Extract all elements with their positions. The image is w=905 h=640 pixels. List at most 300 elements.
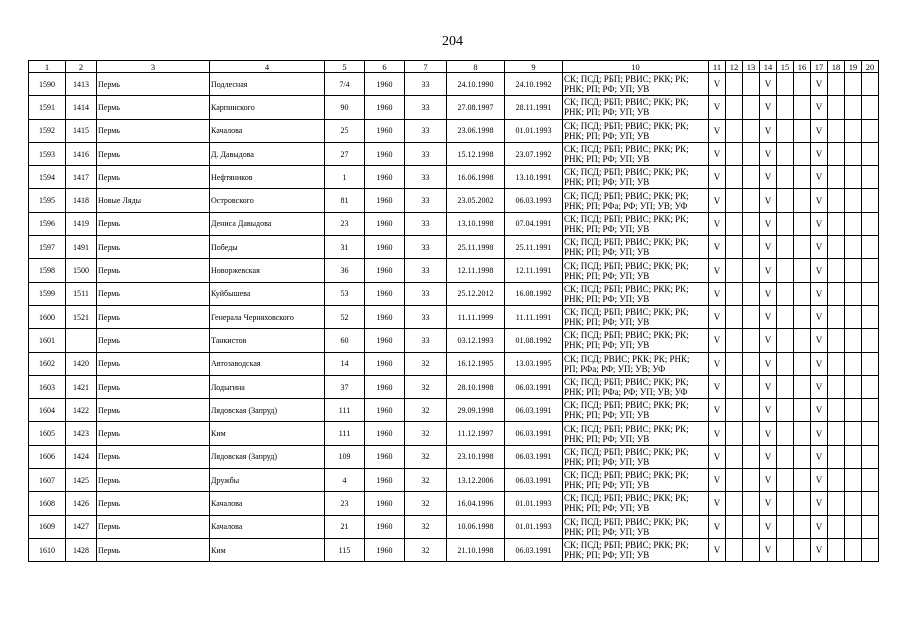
codes-line: СК; ПСД; РБП; РВИС; РКК; РК; [564, 423, 689, 434]
code-cell: 32 [405, 445, 447, 468]
date-start-cell: 10.06.1998 [447, 515, 505, 538]
row-number-cell: 1595 [29, 189, 66, 212]
mark-cell [777, 329, 794, 352]
mark-cell [777, 73, 794, 96]
mark-cell [726, 282, 743, 305]
mark-cell [845, 96, 862, 119]
mark-cell [726, 189, 743, 212]
code-cell: 32 [405, 352, 447, 375]
mark-cell [845, 399, 862, 422]
record-id-cell: 1415 [66, 119, 97, 142]
codes-cell [563, 212, 709, 235]
codes-cell [563, 469, 709, 492]
mark-cell [777, 305, 794, 328]
city-cell: Пермь [97, 282, 210, 305]
mark-cell [743, 538, 760, 561]
city-cell: Пермь [97, 422, 210, 445]
table-row [29, 515, 879, 538]
year-cell: 1960 [365, 305, 405, 328]
row-number-cell: 1609 [29, 515, 66, 538]
mark-cell [828, 212, 845, 235]
mark-cell [845, 538, 862, 561]
codes-line: РНК; РП; РФ; УП; УВ [564, 526, 650, 537]
street-cell: Карпинского [210, 96, 325, 119]
street-cell: Качалова [210, 515, 325, 538]
codes-cell [563, 399, 709, 422]
year-cell: 1960 [365, 119, 405, 142]
mark-cell [845, 236, 862, 259]
date-end-cell: 06.03.1993 [505, 189, 563, 212]
street-cell: Генерала Черняховского [210, 305, 325, 328]
mark-cell [726, 515, 743, 538]
mark-cell: V [811, 142, 828, 165]
mark-cell [794, 445, 811, 468]
mark-cell: V [811, 399, 828, 422]
mark-cell [862, 538, 879, 561]
mark-cell [777, 352, 794, 375]
page-number: 204 [442, 34, 463, 49]
house-number-cell: 23 [325, 212, 365, 235]
record-id-cell: 1428 [66, 538, 97, 561]
table-row [29, 166, 879, 189]
year-cell: 1960 [365, 142, 405, 165]
mark-cell [862, 515, 879, 538]
codes-line: СК; ПСД; РБП; РВИС; РКК; РК; [564, 144, 689, 155]
row-number-cell: 1603 [29, 375, 66, 398]
date-start-cell: 23.06.1998 [447, 119, 505, 142]
mark-cell: V [811, 422, 828, 445]
mark-cell [845, 492, 862, 515]
mark-cell: V [709, 422, 726, 445]
mark-cell [743, 236, 760, 259]
mark-cell: V [811, 492, 828, 515]
house-number-cell: 27 [325, 142, 365, 165]
record-id-cell: 1418 [66, 189, 97, 212]
codes-line: СК; ПСД; РБП; РВИС; РКК; РК; [564, 307, 689, 318]
record-id-cell: 1427 [66, 515, 97, 538]
mark-cell [845, 422, 862, 445]
code-cell: 33 [405, 189, 447, 212]
mark-cell: V [709, 119, 726, 142]
mark-cell [777, 515, 794, 538]
mark-cell [726, 352, 743, 375]
mark-cell [743, 142, 760, 165]
date-start-cell: 16.04.1996 [447, 492, 505, 515]
date-end-cell: 11.11.1991 [505, 305, 563, 328]
date-end-cell: 12.11.1991 [505, 259, 563, 282]
mark-cell [828, 166, 845, 189]
table-row [29, 236, 879, 259]
mark-cell [726, 538, 743, 561]
year-cell: 1960 [365, 492, 405, 515]
code-cell: 33 [405, 73, 447, 96]
mark-cell [828, 119, 845, 142]
codes-line: СК; ПСД; РВИС; РКК; РК; РНК; [564, 353, 690, 364]
codes-cell [563, 142, 709, 165]
codes-line: РНК; РП; РФ; УП; УВ [564, 247, 650, 258]
mark-cell [726, 399, 743, 422]
mark-cell [743, 515, 760, 538]
record-id-cell: 1491 [66, 236, 97, 259]
mark-cell: V [811, 469, 828, 492]
column-header: 12 [726, 61, 743, 73]
house-number-cell: 23 [325, 492, 365, 515]
street-cell: Ким [210, 422, 325, 445]
mark-cell: V [811, 119, 828, 142]
column-header: 9 [505, 61, 563, 73]
table-row [29, 142, 879, 165]
date-end-cell: 06.03.1991 [505, 469, 563, 492]
mark-cell: V [760, 96, 777, 119]
mark-cell [794, 259, 811, 282]
codes-line: РНК; РП; РФ; УП; УВ [564, 107, 650, 118]
codes-line: СК; ПСД; РБП; РВИС; РКК; РК; [564, 167, 689, 178]
date-start-cell: 28.10.1998 [447, 375, 505, 398]
mark-cell [726, 469, 743, 492]
year-cell: 1960 [365, 212, 405, 235]
date-end-cell: 06.03.1991 [505, 375, 563, 398]
table-header-row [29, 61, 879, 73]
house-number-cell: 53 [325, 282, 365, 305]
table-row [29, 469, 879, 492]
column-header: 17 [811, 61, 828, 73]
code-cell: 33 [405, 282, 447, 305]
mark-cell [726, 119, 743, 142]
column-header: 2 [66, 61, 97, 73]
street-cell: Дениса Давыдова [210, 212, 325, 235]
codes-line: РНК; РП; РФ; УП; УВ [564, 456, 650, 467]
mark-cell [862, 305, 879, 328]
mark-cell: V [709, 282, 726, 305]
mark-cell [794, 73, 811, 96]
mark-cell [862, 375, 879, 398]
codes-line: СК; ПСД; РБП; РВИС; РКК; РК; [564, 446, 689, 457]
table-row [29, 399, 879, 422]
city-cell: Пермь [97, 73, 210, 96]
mark-cell [743, 96, 760, 119]
mark-cell [828, 538, 845, 561]
mark-cell [777, 236, 794, 259]
house-number-cell: 111 [325, 399, 365, 422]
mark-cell [828, 329, 845, 352]
date-start-cell: 25.11.1998 [447, 236, 505, 259]
mark-cell [794, 375, 811, 398]
codes-line: РНК; РП; РФ; УП; УВ [564, 340, 650, 351]
mark-cell [845, 305, 862, 328]
street-cell: Победы [210, 236, 325, 259]
row-number-cell: 1606 [29, 445, 66, 468]
mark-cell: V [760, 538, 777, 561]
date-end-cell: 01.01.1993 [505, 492, 563, 515]
mark-cell [828, 236, 845, 259]
codes-line: РНК; РП; РФ; УП; УВ [564, 177, 650, 188]
city-cell: Пермь [97, 375, 210, 398]
codes-line: РНК; РП; РФа; РФ; УП; УВ; УФ [564, 387, 688, 397]
date-end-cell: 24.10.1992 [505, 73, 563, 96]
record-id-cell: 1420 [66, 352, 97, 375]
mark-cell [726, 422, 743, 445]
code-cell: 33 [405, 142, 447, 165]
mark-cell [743, 492, 760, 515]
date-start-cell: 12.11.1998 [447, 259, 505, 282]
codes-line: РНК; РП; РФ; УП; УВ [564, 223, 650, 234]
table-row [29, 305, 879, 328]
code-cell: 32 [405, 375, 447, 398]
date-end-cell: 25.11.1991 [505, 236, 563, 259]
table-row [29, 119, 879, 142]
mark-cell [726, 329, 743, 352]
street-cell: Качалова [210, 492, 325, 515]
mark-cell [828, 352, 845, 375]
row-number-cell: 1599 [29, 282, 66, 305]
mark-cell [828, 515, 845, 538]
codes-cell [563, 282, 709, 305]
house-number-cell: 111 [325, 422, 365, 445]
row-number-cell: 1593 [29, 142, 66, 165]
column-header: 11 [709, 61, 726, 73]
mark-cell [845, 375, 862, 398]
mark-cell: V [709, 305, 726, 328]
mark-cell [743, 166, 760, 189]
mark-cell [743, 305, 760, 328]
codes-line: РНК; РП; РФ; УП; УВ [564, 84, 650, 95]
codes-cell [563, 73, 709, 96]
record-id-cell: 1424 [66, 445, 97, 468]
mark-cell [845, 259, 862, 282]
date-start-cell: 11.11.1999 [447, 305, 505, 328]
mark-cell: V [709, 142, 726, 165]
codes-line: СК; ПСД; РБП; РВИС; РКК; РК; [564, 260, 689, 271]
date-start-cell: 13.10.1998 [447, 212, 505, 235]
mark-cell [726, 305, 743, 328]
registry-table [28, 60, 879, 562]
street-cell: Д. Давыдова [210, 142, 325, 165]
date-end-cell: 13.10.1991 [505, 166, 563, 189]
city-cell: Пермь [97, 119, 210, 142]
mark-cell: V [811, 212, 828, 235]
column-header: 18 [828, 61, 845, 73]
row-number-cell: 1598 [29, 259, 66, 282]
mark-cell: V [760, 119, 777, 142]
column-header: 13 [743, 61, 760, 73]
mark-cell [828, 73, 845, 96]
codes-line: РНК; РП; РФ; УП; УВ [564, 433, 650, 444]
mark-cell: V [811, 515, 828, 538]
code-cell: 33 [405, 166, 447, 189]
year-cell: 1960 [365, 259, 405, 282]
mark-cell [726, 96, 743, 119]
column-header: 14 [760, 61, 777, 73]
codes-cell [563, 422, 709, 445]
mark-cell [743, 375, 760, 398]
mark-cell: V [760, 236, 777, 259]
date-start-cell: 23.10.1998 [447, 445, 505, 468]
city-cell: Пермь [97, 212, 210, 235]
code-cell: 33 [405, 119, 447, 142]
code-cell: 33 [405, 236, 447, 259]
house-number-cell: 7/4 [325, 73, 365, 96]
codes-line: РП; РФа; РФ; УП; УВ; УФ [564, 363, 666, 374]
mark-cell [828, 375, 845, 398]
city-cell: Пермь [97, 445, 210, 468]
mark-cell [777, 166, 794, 189]
mark-cell [794, 538, 811, 561]
codes-line: РНК; РП; РФа; РФ; УП; УВ; УФ [564, 200, 688, 211]
mark-cell: V [709, 445, 726, 468]
street-cell: Лодыгина [210, 375, 325, 398]
street-cell: Танкистов [210, 329, 325, 352]
mark-cell [743, 259, 760, 282]
city-cell: Пермь [97, 142, 210, 165]
codes-cell [563, 236, 709, 259]
record-id-cell: 1511 [66, 282, 97, 305]
mark-cell [743, 119, 760, 142]
mark-cell: V [760, 329, 777, 352]
date-start-cell: 23.05.2002 [447, 189, 505, 212]
mark-cell: V [709, 212, 726, 235]
table-row [29, 73, 879, 96]
mark-cell: V [760, 469, 777, 492]
year-cell: 1960 [365, 329, 405, 352]
mark-cell: V [811, 259, 828, 282]
mark-cell [845, 212, 862, 235]
record-id-cell: 1419 [66, 212, 97, 235]
column-header: 7 [405, 61, 447, 73]
mark-cell: V [709, 399, 726, 422]
mark-cell: V [709, 166, 726, 189]
row-number-cell: 1607 [29, 469, 66, 492]
codes-line: СК; ПСД; РБП; РВИС; РКК; РК; [564, 516, 689, 527]
codes-line: РНК; РП; РФ; УП; УВ [564, 480, 650, 491]
record-id-cell: 1421 [66, 375, 97, 398]
year-cell: 1960 [365, 515, 405, 538]
table-row [29, 352, 879, 375]
mark-cell: V [760, 305, 777, 328]
city-cell: Пермь [97, 259, 210, 282]
mark-cell: V [811, 352, 828, 375]
code-cell: 32 [405, 515, 447, 538]
codes-line: РНК; РП; РФ; УП; УВ [564, 154, 650, 165]
mark-cell [794, 282, 811, 305]
mark-cell: V [760, 259, 777, 282]
codes-line: СК; ПСД; РБП; РВИС; РКК; РК; [564, 74, 689, 85]
city-cell: Пермь [97, 538, 210, 561]
mark-cell [845, 445, 862, 468]
city-cell: Пермь [97, 96, 210, 119]
mark-cell [777, 119, 794, 142]
house-number-cell: 109 [325, 445, 365, 468]
date-end-cell: 28.11.1991 [505, 96, 563, 119]
codes-line: СК; ПСД; РБП; РВИС; РКК; РК; [564, 213, 689, 224]
table-row [29, 492, 879, 515]
year-cell: 1960 [365, 469, 405, 492]
codes-line: СК; ПСД; РБП; РВИС; РКК; РК; [564, 470, 689, 481]
mark-cell [726, 73, 743, 96]
mark-cell [726, 236, 743, 259]
codes-line: СК; ПСД; РБП; РВИС; РКК; РК; [564, 330, 689, 341]
codes-line: СК; ПСД; РБП; РВИС; РКК; РК; [564, 190, 689, 201]
year-cell: 1960 [365, 236, 405, 259]
mark-cell: V [811, 282, 828, 305]
mark-cell [828, 399, 845, 422]
house-number-cell: 14 [325, 352, 365, 375]
date-start-cell: 21.10.1998 [447, 538, 505, 561]
year-cell: 1960 [365, 399, 405, 422]
date-start-cell: 15.12.1998 [447, 142, 505, 165]
mark-cell: V [709, 236, 726, 259]
year-cell: 1960 [365, 96, 405, 119]
house-number-cell: 1 [325, 166, 365, 189]
table-body [29, 73, 879, 562]
codes-cell [563, 166, 709, 189]
code-cell: 33 [405, 212, 447, 235]
mark-cell [777, 375, 794, 398]
year-cell: 1960 [365, 445, 405, 468]
table-row [29, 282, 879, 305]
row-number-cell: 1600 [29, 305, 66, 328]
column-header: 8 [447, 61, 505, 73]
table-row [29, 445, 879, 468]
mark-cell [828, 259, 845, 282]
mark-cell [845, 189, 862, 212]
city-cell: Пермь [97, 399, 210, 422]
house-number-cell: 4 [325, 469, 365, 492]
mark-cell [828, 445, 845, 468]
year-cell: 1960 [365, 166, 405, 189]
mark-cell: V [811, 445, 828, 468]
mark-cell [794, 119, 811, 142]
mark-cell [794, 189, 811, 212]
mark-cell: V [760, 282, 777, 305]
column-header: 16 [794, 61, 811, 73]
street-cell: Лядовская (Запруд) [210, 445, 325, 468]
column-header: 10 [563, 61, 709, 73]
codes-cell [563, 96, 709, 119]
table-row [29, 422, 879, 445]
mark-cell: V [760, 189, 777, 212]
mark-cell [726, 492, 743, 515]
mark-cell [743, 422, 760, 445]
mark-cell: V [709, 189, 726, 212]
record-id-cell: 1521 [66, 305, 97, 328]
year-cell: 1960 [365, 282, 405, 305]
mark-cell [862, 259, 879, 282]
date-start-cell: 24.10.1990 [447, 73, 505, 96]
mark-cell [862, 236, 879, 259]
table-row [29, 96, 879, 119]
mark-cell [777, 259, 794, 282]
mark-cell [862, 119, 879, 142]
record-id-cell: 1426 [66, 492, 97, 515]
column-header: 3 [97, 61, 210, 73]
mark-cell [862, 492, 879, 515]
row-number-cell: 1604 [29, 399, 66, 422]
mark-cell [828, 305, 845, 328]
row-number-cell: 1608 [29, 492, 66, 515]
mark-cell [777, 399, 794, 422]
city-cell: Пермь [97, 329, 210, 352]
mark-cell [862, 212, 879, 235]
record-id-cell: 1414 [66, 96, 97, 119]
codes-cell [563, 305, 709, 328]
house-number-cell: 25 [325, 119, 365, 142]
mark-cell [862, 399, 879, 422]
date-end-cell: 06.03.1991 [505, 422, 563, 445]
codes-line: СК; ПСД; РБП; РВИС; РКК; РК; [564, 120, 689, 131]
mark-cell [828, 422, 845, 445]
house-number-cell: 36 [325, 259, 365, 282]
mark-cell [743, 73, 760, 96]
